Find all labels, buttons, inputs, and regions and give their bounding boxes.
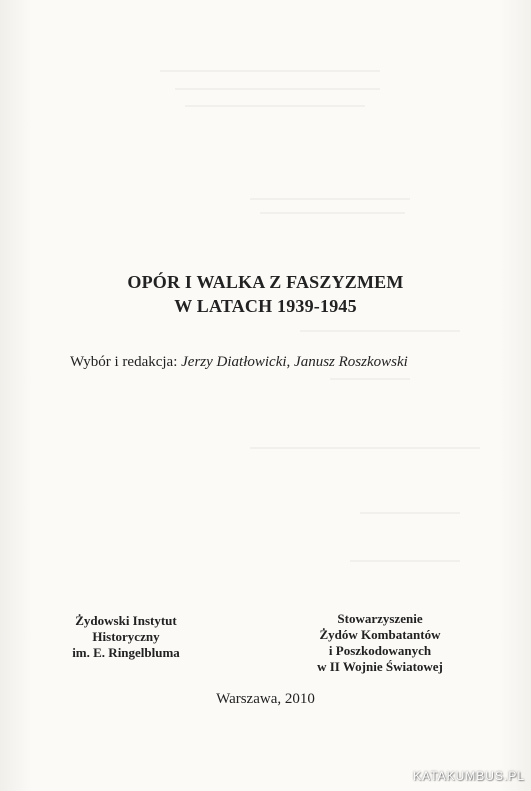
- show-through-line: [160, 70, 380, 72]
- show-through-line: [250, 447, 480, 449]
- title-line-2: W LATACH 1939-1945: [174, 296, 357, 316]
- editor-name: Jerzy Diatłowicki: [181, 354, 287, 370]
- publisher-left-line: im. E. Ringelbluma: [72, 645, 180, 660]
- show-through-line: [260, 212, 405, 214]
- publisher-left: [46, 613, 206, 661]
- publisher-right-line: Żydów Kombatantów: [319, 627, 441, 642]
- publisher-left-line: Żydowski Instytut: [75, 613, 177, 628]
- editors-credit: [70, 352, 408, 372]
- show-through-line: [350, 560, 460, 562]
- watermark: KATAKUMBUS.PL: [413, 769, 525, 783]
- publisher-left-line: Historyczny: [92, 629, 160, 644]
- title-line-1: OPÓR I WALKA Z FASZYZMEM: [127, 272, 404, 292]
- book-title: [0, 270, 531, 318]
- editor-name: Janusz Roszkowski: [294, 354, 408, 370]
- publisher-right-line: w II Wojnie Światowej: [317, 659, 443, 674]
- publisher-right: [300, 611, 460, 675]
- show-through-line: [300, 330, 460, 332]
- publisher-right-line: i Poszkodowanych: [328, 643, 432, 658]
- show-through-line: [250, 198, 410, 200]
- show-through-line: [330, 378, 410, 380]
- place-and-year: Warszawa, 2010: [216, 691, 315, 707]
- show-through-line: [360, 512, 460, 514]
- show-through-line: [185, 105, 365, 107]
- editors-label: Wybór i redakcja:: [70, 354, 182, 370]
- show-through-line: [175, 88, 380, 90]
- editors-separator: ,: [286, 354, 295, 370]
- publisher-right-line: Stowarzyszenie: [337, 611, 423, 626]
